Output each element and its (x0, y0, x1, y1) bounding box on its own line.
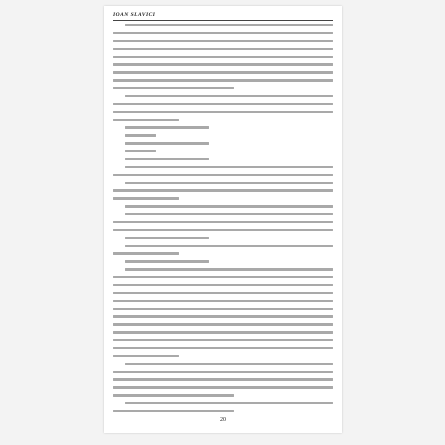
text-line (113, 292, 333, 294)
text-line (113, 71, 333, 73)
text-line (113, 284, 333, 286)
text-line (113, 32, 333, 34)
text-line (113, 300, 333, 302)
book-page (104, 6, 342, 433)
text-line (113, 355, 179, 357)
text-line (113, 386, 333, 388)
text-line (113, 371, 333, 373)
text-line (113, 174, 333, 176)
text-line (125, 95, 333, 97)
text-line (113, 252, 179, 254)
text-line (125, 142, 209, 144)
text-line (125, 363, 333, 365)
text-line (113, 308, 333, 310)
text-line (113, 103, 333, 105)
text-line (113, 79, 333, 81)
text-line (113, 189, 333, 191)
text-line (125, 158, 209, 160)
text-line (125, 245, 333, 247)
text-line (125, 134, 156, 136)
text-line (125, 166, 333, 168)
text-line (125, 126, 209, 128)
text-line (113, 63, 333, 65)
text-line (113, 56, 333, 58)
text-line (125, 237, 209, 239)
text-line (113, 48, 333, 50)
text-line (113, 87, 234, 89)
text-line (125, 24, 333, 26)
text-line (113, 119, 179, 121)
text-line (113, 410, 234, 412)
running-head: IOAN SLAVICI (113, 12, 156, 18)
text-line (113, 378, 333, 380)
text-line (125, 402, 333, 404)
text-line (113, 323, 333, 325)
text-line (113, 347, 333, 349)
text-line (113, 40, 333, 42)
text-line (113, 339, 333, 341)
text-line (125, 268, 333, 270)
page-number: 20 (220, 417, 226, 423)
text-line (113, 394, 234, 396)
text-line (125, 182, 333, 184)
text-line (125, 260, 209, 262)
text-line (113, 111, 333, 113)
text-line (113, 315, 333, 317)
text-line (113, 229, 333, 231)
text-line (113, 276, 333, 278)
text-line (113, 197, 179, 199)
text-line (125, 205, 333, 207)
text-line (125, 213, 333, 215)
text-line (113, 221, 333, 223)
body-text (113, 24, 333, 413)
text-line (125, 150, 156, 152)
text-line (113, 331, 333, 333)
header-rule (113, 20, 333, 21)
